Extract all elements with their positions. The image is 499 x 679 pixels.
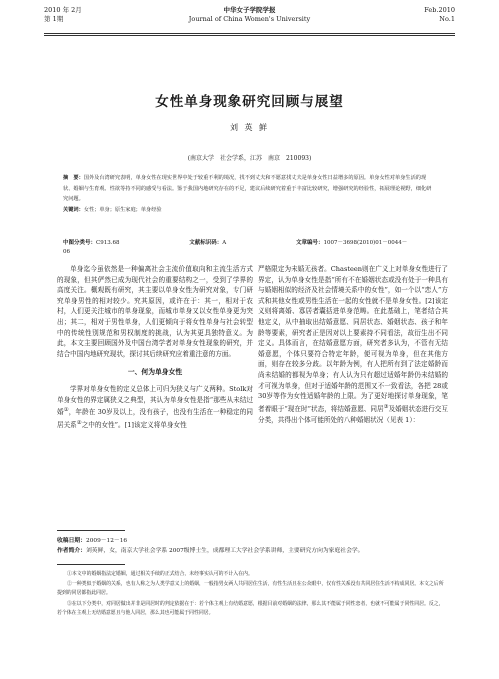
keywords-line <box>63 205 436 216</box>
footnote-ref-2[interactable]: ② <box>76 419 82 426</box>
issue-no-en: No.1 <box>439 15 455 23</box>
footnote-3: ③在以下分类中，对同居做出并非是同居时的判定依据在于：若个体主观上有结婚意愿，根据目前对婚姻的法律，那么其不能属于同性恋者，也就不可能属于同性同居。反之，若个体在主观上无结婚意愿且与他人同居，那么其也可能属于同性同居。 <box>57 600 444 616</box>
body-right-column <box>258 264 448 425</box>
header-rule-bottom <box>44 35 455 36</box>
section-heading: 一、何为单身女性 <box>127 368 183 377</box>
definition-text-1: 学界对单身女性的定义总体上可归为狭义与广义两种。Stolk对单身女性的界定属狭义之典型，其认为单身女性是指“那些从未结过婚 <box>57 384 253 417</box>
header-rule-top <box>44 33 455 34</box>
keywords-label: 关键词： <box>63 206 84 213</box>
doc-code-value: A <box>222 240 227 246</box>
issue-year-month: 2010 年 2月 <box>44 6 82 14</box>
journal-name <box>44 6 455 24</box>
continued-paragraph <box>258 264 448 425</box>
received-value: 2009－12－16 <box>86 538 128 544</box>
footnotes <box>57 570 447 619</box>
definition-text-3: 之中的女性”。[1]该定义将单身女性 <box>81 421 187 430</box>
footnote-1: ①本文中的婚姻指法定婚姻，通过相关手续的正式结合，未经事实认可的不计入在内。 <box>67 571 253 577</box>
continued-text-2: 及婚姻状态进行交互分类，共得出个体可能所处的八种婚姻状况（见表 1）： <box>258 404 448 424</box>
footer-rule <box>57 530 125 531</box>
article-id-label: 文章编号： <box>295 240 324 246</box>
author-affiliation: (南京大学 社会学系，江苏 南京 210093) <box>187 155 312 162</box>
continued-text-1: 严格限定为未婚无孩者。Chasteen则在广义上对单身女性进行了界定，认为单身女性是指“所有不在婚姻状态或没有处于一种具有与婚姻相似的经济及社会情境关系中的女性”，如一个以“恋人”方式和其他女性或男性生活在一起的女性就不是单身女性。[2]该定义则将离婚、寡居者囊括进单身范畴。在此基础上，笔者结合其他定义，从中抽取出结婚意愿、同居状态、婚姻状态、孩子和年龄等要素，研究者正是因对以上要素持不同看法，故衍生出不同定义。具体而言，在结婚意愿方面，研究者多认为，不管有无结婚意愿，个体只要符合特定年龄，便可视为单身，但在其他方面，则存在较多分歧。以年龄为例，有人把所有到了法定婚龄而尚未结婚的都视为单身；有人认为只有超过适婚年龄仍未结婚的才可视为单身，但对于适婚年龄的范围又不一致看法，各把 28或 30岁等作为女性适婚年龄的上限。为了更好地探讨单身现象，笔者着眼于“现在时”状态，将结婚意愿、同居 <box>258 265 448 413</box>
author-bio-label: 作者简介： <box>57 547 86 554</box>
received-line <box>57 537 447 547</box>
journal-header <box>44 6 455 32</box>
issue-date-en <box>424 6 455 24</box>
article-info <box>57 537 447 556</box>
keywords-text: 女性；单身；原生家庭；单身经验 <box>83 206 162 213</box>
definition-text-2: ，年龄在 30岁及以上，没有孩子，也没有生活在一种稳定的同居关系 <box>57 408 253 430</box>
received-label: 收稿日期： <box>57 538 86 544</box>
classification-line <box>63 239 436 257</box>
classification-label: 中图分类号： <box>63 240 97 246</box>
notes-rule <box>57 564 125 565</box>
abstract-label: 摘 要： <box>63 175 84 181</box>
journal-name-cn: 中华女子学院学报 <box>223 6 276 14</box>
abstract-block <box>63 173 436 215</box>
issue-month-en: Feb.2010 <box>424 6 455 14</box>
footnote-2: ②一种类似于婚姻的关系，也有人称之为人类学意义上的婚姻，一般指男女两人共同居住生活，有性生活且在公众眼中，仅有性关系没有共同居住生活不构成同居。本文之后所提到的同居都指此同居。 <box>57 581 444 597</box>
footnote-ref-1[interactable]: ① <box>63 407 69 414</box>
article-id-value: 1007－3698(2010)01－0044－06 <box>63 240 408 255</box>
definition-paragraph <box>57 384 253 431</box>
intro-paragraph: 单身迄今虽依然是一种偏离社会主流价值取向和主流生活方式的现象，但其俨然已成为现代社会的重要结构之一，受到了学界的高度关注。概观既有研究，其主要以单身女性为研究对象，专门研究单身男性的相对较少。究其原因，或许在于：其一，相对于农村，人们更关注城市的单身现象，而城市单身又以女性单身更为突出；其二，相对于男性单身，人们更倾向于将女性单身与社会转型中的传统性别规范和男权制度的挑战，认为其更具独特意义。为此，本文主要回顾国外及中国台湾学者对单身女性现象的研究，并结合中国内地研究现状，探讨其后续研究应着重注意的方面。 <box>57 265 253 358</box>
doc-code-label: 文献标识码： <box>189 240 223 246</box>
abstract-text: 国外及台湾研究表明，单身女性在现实世界中处于较重不利的境况，找不到丈夫和不愿意找丈夫是单身女性日益增多的原因。单身女性对单身生活的现状、婚姻与生育观、性欲等持不同的感受与看法。鉴于我国内地研究存在的不足，建议后续研究着重于丰富比较研究，增强研究的经验性，拓展理论视野，细化研究问题。 <box>63 175 432 202</box>
article-author: 刘 英 鲜 <box>229 123 270 132</box>
author-bio-line <box>57 547 447 557</box>
author-bio-value: 刘英鲜，女，南京大学社会学系 2007级博士生，成都理工大学社会学系讲师，主要研究方向为家庭社会学。 <box>86 547 364 554</box>
body-left-column <box>57 264 253 431</box>
footnote-ref-3[interactable]: ③ <box>383 403 389 410</box>
journal-name-en: Journal of China Women's University <box>188 15 311 23</box>
issue-number: 第 1期 <box>44 15 64 23</box>
classification-value: C913.68 <box>96 240 120 246</box>
article-title: 女性单身现象研究回顾与展望 <box>155 94 344 110</box>
